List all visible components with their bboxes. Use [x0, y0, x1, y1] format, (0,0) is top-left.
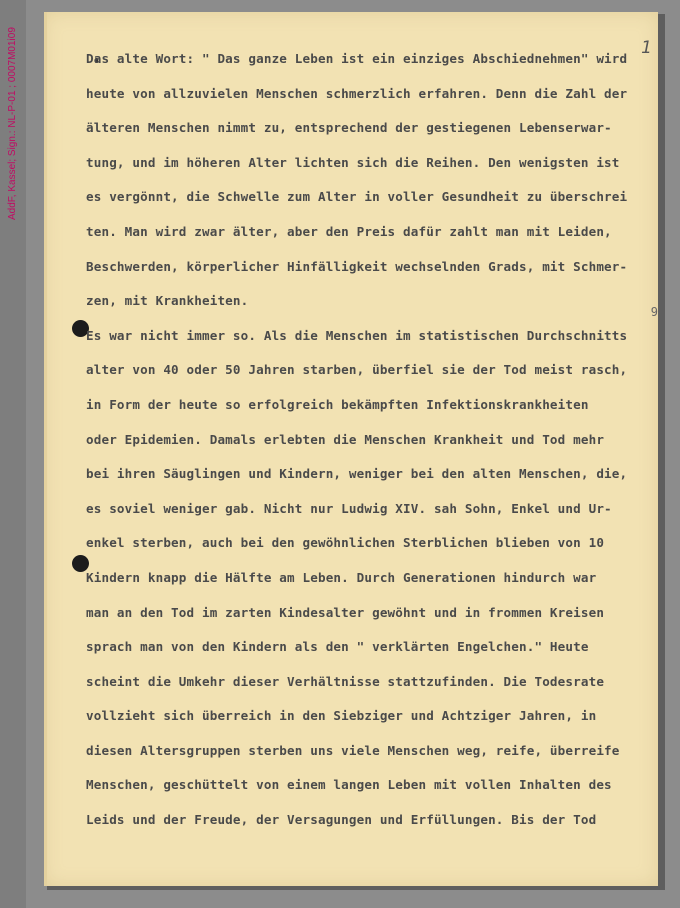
text-line: zen, mit Krankheiten.: [86, 293, 249, 309]
text-line: es soviel weniger gab. Nicht nur Ludwig XIV. sah Sohn, Enkel und Ur-: [86, 500, 612, 516]
typed-text-block: [86, 42, 666, 838]
text-line: enkel sterben, auch bei den gewöhnlichen Sterblichen blieben von 10: [86, 535, 605, 551]
text-line: Menschen, geschüttelt von einem langen Leben mit vollen Inhalten des: [86, 777, 612, 793]
right-margin-mark: 9: [650, 305, 658, 319]
handwritten-page-number: 1: [641, 38, 652, 58]
text-line: Das alte Wort: " Das ganze Leben ist ein einziges Abschiednehmen" wird: [86, 51, 628, 66]
text-line: sprach man von den Kindern als den " verklärten Engelchen." Heute: [86, 639, 589, 655]
text-line: tung, und im höheren Alter lichten sich die Reihen. Den wenigsten ist: [86, 154, 620, 170]
archive-signature-label: AddF, Kassel; Sign.: NL-P-01 ; 0007M01i09: [7, 27, 18, 220]
text-line: vollzieht sich überreich in den Siebziger und Achtziger Jahren, in: [86, 708, 597, 724]
text-line: man an den Tod im zarten Kindesalter gewöhnt und in frommen Kreisen: [86, 604, 605, 620]
text-line: Beschwerden, körperlicher Hinfälligkeit wechselnden Grads, mit Schmer-: [86, 258, 628, 274]
text-line: Kindern knapp die Hälfte am Leben. Durch Generationen hindurch war: [86, 569, 597, 585]
text-line: Es war nicht immer so. Als die Menschen im statistischen Durchschnitts: [86, 327, 628, 343]
text-line: oder Epidemien. Damals erlebten die Menschen Krankheit und Tod mehr: [86, 431, 605, 447]
text-line: Leids und der Freude, der Versagungen und Erfüllungen. Bis der Tod: [86, 812, 597, 828]
text-line: scheint die Umkehr dieser Verhältnisse stattzufinden. Die Todesrate: [86, 673, 605, 689]
text-line: in Form der heute so erfolgreich bekämpften Infektionskrankheiten: [86, 396, 589, 412]
text-line: bei ihren Säuglingen und Kindern, weniger bei den alten Menschen, die,: [86, 466, 628, 482]
text-line: älteren Menschen nimmt zu, entsprechend der gestiegenen Lebenserwar-: [86, 120, 612, 136]
archive-side-strip: [0, 0, 26, 908]
paper-edge: [44, 12, 47, 886]
text-line: ten. Man wird zwar älter, aber den Preis dafür zahlt man mit Leiden,: [86, 223, 612, 239]
text-line: diesen Altersgruppen sterben uns viele Menschen weg, reife, überreife: [86, 742, 620, 758]
text-line: heute von allzuvielen Menschen schmerzlich erfahren. Denn die Zahl der: [86, 85, 628, 101]
text-line: es vergönnt, die Schwelle zum Alter in voller Gesundheit zu überschrei: [86, 189, 628, 205]
text-line: alter von 40 oder 50 Jahren starben, überfiel sie der Tod meist rasch,: [86, 362, 628, 378]
